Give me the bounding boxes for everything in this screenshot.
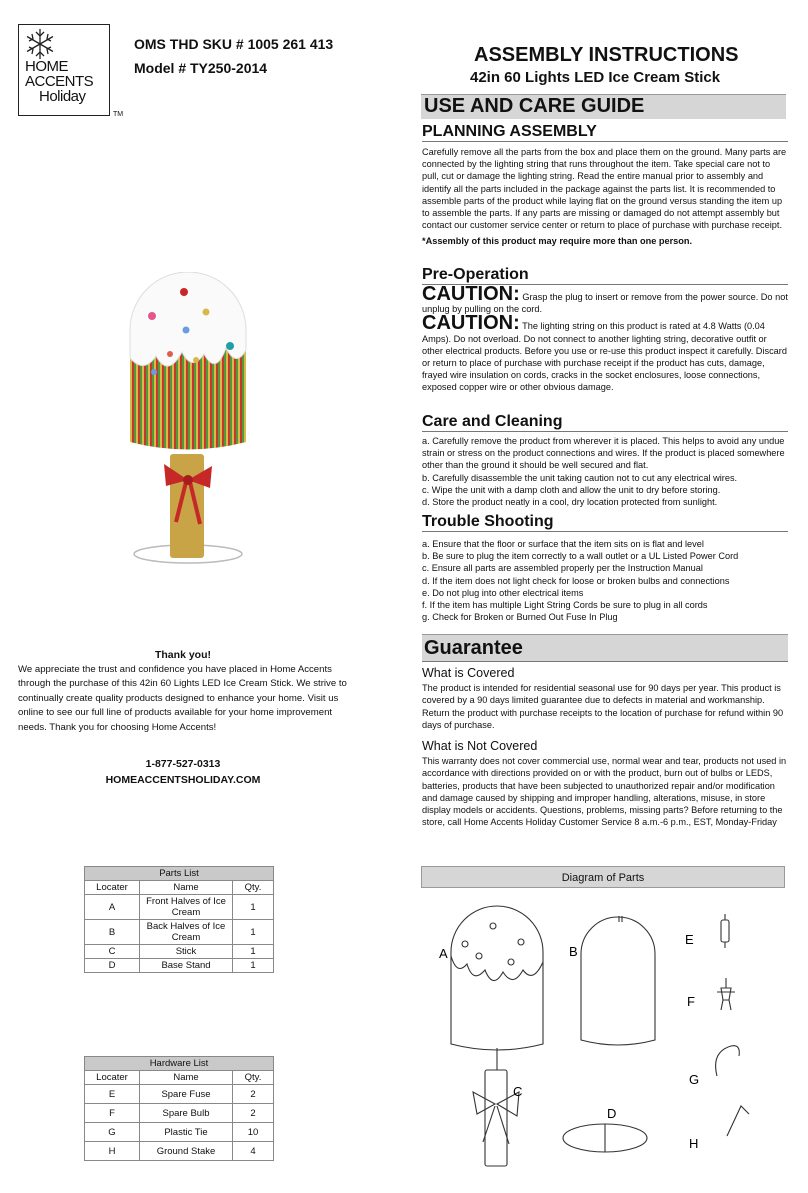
- list-item: b. Be sure to plug the item correctly to a wall outlet or a UL Listed Power Cord: [422, 551, 739, 562]
- list-item: e. Do not plug into other electrical items: [422, 587, 584, 598]
- preop-section: [422, 265, 788, 394]
- list-item: c. Wipe the unit with a damp cloth and allow the unit to dry before storing.: [422, 484, 721, 495]
- table-cell: G: [85, 1123, 140, 1142]
- diagram-label-c: C: [513, 1084, 523, 1099]
- planning-heading: PLANNING ASSEMBLY: [422, 122, 788, 142]
- table-cell: Back Halves of Ice Cream: [140, 920, 233, 945]
- thank-you-title: Thank you!: [154, 649, 211, 661]
- logo-line-2: ACCENTS: [25, 73, 94, 90]
- table-cell: Plastic Tie: [140, 1123, 233, 1142]
- table-row: [85, 895, 274, 920]
- trouble-section: [422, 512, 788, 623]
- list-item: d. If the item does not light check for loose or broken bulbs and connections: [422, 575, 730, 586]
- table-cell: A: [85, 895, 140, 920]
- logo-text: [25, 59, 93, 104]
- list-item: f. If the item has multiple Light String Cords be sure to plug in all cords: [422, 600, 708, 611]
- care-section: [422, 412, 788, 508]
- thank-you-section: [18, 648, 348, 735]
- list-item: g. Check for Broken or Burned Out Fuse In Plug: [422, 612, 618, 623]
- diagram-title: Diagram of Parts: [421, 866, 785, 888]
- phone-number: 1-877-527-0313: [145, 758, 221, 770]
- table-cell: Stick: [140, 945, 233, 959]
- caution-label-2: CAUTION:: [422, 312, 520, 335]
- brand-logo: [18, 24, 110, 116]
- table-cell: 1: [233, 959, 274, 973]
- table-cell: 1: [233, 945, 274, 959]
- column-header: Name: [140, 881, 233, 895]
- diagram-label-a: A: [439, 946, 448, 961]
- table-cell: Ground Stake: [140, 1142, 233, 1161]
- sku: OMS THD SKU # 1005 261 413: [134, 36, 334, 52]
- covered-body: The product is intended for residential seasonal use for 90 days per year. This product is covered by a 90 days limited guarantee due to defects in material and workmanship. Return the product with purchase receipts to the location of purchase for refund within 90 days of purchase.: [422, 683, 784, 730]
- table-cell: Base Stand: [140, 959, 233, 973]
- guarantee-heading: Guarantee: [422, 634, 788, 662]
- table-cell: B: [85, 920, 140, 945]
- logo-line-1: HOME: [25, 58, 68, 75]
- page-title: ASSEMBLY INSTRUCTIONS: [474, 44, 739, 66]
- table-cell: F: [85, 1104, 140, 1123]
- table-row: [85, 1085, 274, 1104]
- diagram-label-f: F: [687, 994, 695, 1009]
- planning-section: [422, 122, 788, 248]
- table-cell: 2: [233, 1104, 274, 1123]
- list-item: a. Ensure that the floor or surface that the item sits on is flat and level: [422, 539, 704, 549]
- diagram-label-e: E: [685, 932, 694, 947]
- not-covered-title: What is Not Covered: [422, 739, 538, 754]
- page-subtitle: 42in 60 Lights LED Ice Cream Stick: [470, 69, 721, 86]
- table-cell: Spare Bulb: [140, 1104, 233, 1123]
- diagram-label-g: G: [689, 1072, 700, 1087]
- table-row: [85, 1142, 274, 1161]
- trademark: TM: [113, 111, 124, 118]
- use-and-care-heading: USE AND CARE GUIDE: [424, 95, 645, 117]
- table-cell: 1: [233, 895, 274, 920]
- table-row: [85, 1104, 274, 1123]
- table-cell: 2: [233, 1085, 274, 1104]
- column-header: Locater: [85, 1071, 140, 1085]
- parts-list-title: Parts List: [85, 867, 274, 881]
- caution-lighting: The lighting string on this product is rated at 4.8 Watts (0.04 Amps). Do not overload. Do not connect to another lighting string, decorative outfit or other electrical products. Before you use or re-use this product inspect it carefully. Discard or return to place of purchase with purchase receipt if the product has cuts, damage, frayed wire insulation on cords, cracks in the socket enclosures, loose connections, exposed copper wire or other obvious damage.: [422, 321, 787, 393]
- column-header: Name: [140, 1071, 233, 1085]
- care-heading: Care and Cleaning: [422, 412, 788, 432]
- column-header: Qty.: [233, 1071, 274, 1085]
- diagram-label-b: B: [569, 944, 578, 959]
- table-cell: 10: [233, 1123, 274, 1142]
- parts-diagram: [421, 892, 787, 1182]
- table-row: [85, 959, 274, 973]
- column-header: Locater: [85, 881, 140, 895]
- caution-plug: Grasp the plug to insert or remove from the power source. Do not unplug by pulling on the cord.: [422, 292, 788, 315]
- table-cell: 1: [233, 920, 274, 945]
- table-cell: C: [85, 945, 140, 959]
- table-row: [85, 1123, 274, 1142]
- table-row: [85, 920, 274, 945]
- website: HOMEACCENTSHOLIDAY.COM: [105, 774, 261, 786]
- column-header: Qty.: [233, 881, 274, 895]
- list-item: d. Store the product neatly in a cool, dry location protected from sunlight.: [422, 497, 718, 508]
- covered-title: What is Covered: [422, 666, 515, 680]
- hardware-list-table: [84, 1056, 274, 1161]
- table-cell: H: [85, 1142, 140, 1161]
- thank-you-body: We appreciate the trust and confidence you have placed in Home Accents through the purchase of this 42in 60 Lights LED Ice Cream Stick. We strive to continually create quality products designed to enhance your home. Visit us online to see our full line of products available for your home improvement needs. Thank you for choosing Home Accents!: [18, 663, 347, 733]
- table-cell: D: [85, 959, 140, 973]
- parts-list-table: [84, 866, 274, 973]
- logo-line-3: Holiday: [39, 88, 86, 105]
- list-item: a. Carefully remove the product from wherever it is placed. This helps to avoid any undue strain or stress on the product connections and wires. If the product is placed somewhere other than the ground it should be well secured and flat.: [422, 436, 785, 471]
- product-image: [126, 272, 250, 568]
- table-cell: Spare Fuse: [140, 1085, 233, 1104]
- guarantee-section: [422, 634, 788, 828]
- diagram-label-h: H: [689, 1136, 699, 1151]
- table-cell: 4: [233, 1142, 274, 1161]
- model-number: Model # TY250-2014: [134, 60, 268, 76]
- table-cell: Front Halves of Ice Cream: [140, 895, 233, 920]
- trouble-heading: Trouble Shooting: [422, 512, 788, 532]
- assembly-note: *Assembly of this product may require more than one person.: [422, 236, 693, 247]
- list-item: b. Carefully disassemble the unit taking caution not to cut any electrical wires.: [422, 472, 738, 483]
- list-item: c. Ensure all parts are assembled properly per the Instruction Manual: [422, 563, 703, 574]
- diagram-label-d: D: [607, 1106, 617, 1121]
- preop-heading: Pre-Operation: [422, 265, 788, 285]
- table-row: [85, 945, 274, 959]
- hardware-list-title: Hardware List: [85, 1057, 274, 1071]
- planning-body: Carefully remove all the parts from the box and place them on the ground. Many parts are connected by the lighting string that runs throughout the item. Take special care not to pull, cut or damage the lighting string. Read the entire manual prior to assembly and identify all the parts included in the package against the parts list. It is recommended to assemble parts of the product while laying flat on the ground versus standing the item up to assemble the parts. If any parts are missing or damaged do not attempt assembly but contact our customer service center or return to place of purchase with purchase receipt.: [422, 147, 787, 231]
- use-and-care-band: [421, 94, 786, 119]
- snowflake-icon: [23, 27, 57, 61]
- not-covered-body: This warranty does not cover commercial use, normal wear and tear, products not used in accordance with directions provided on or with the product, burn out of bulbs or LEDS, batteries, products that have been subjected to unauthorized repair and/or modification and damage caused by shipping and improper handling, alterations, misuse, in store display models or accidents. Questions, problems, missing parts? Before returning to the store, call Home Accents Holiday Customer Service 8 a.m.-6 p.m., EST, Monday-Friday: [422, 756, 787, 828]
- table-cell: E: [85, 1085, 140, 1104]
- caution-label: CAUTION:: [422, 283, 520, 305]
